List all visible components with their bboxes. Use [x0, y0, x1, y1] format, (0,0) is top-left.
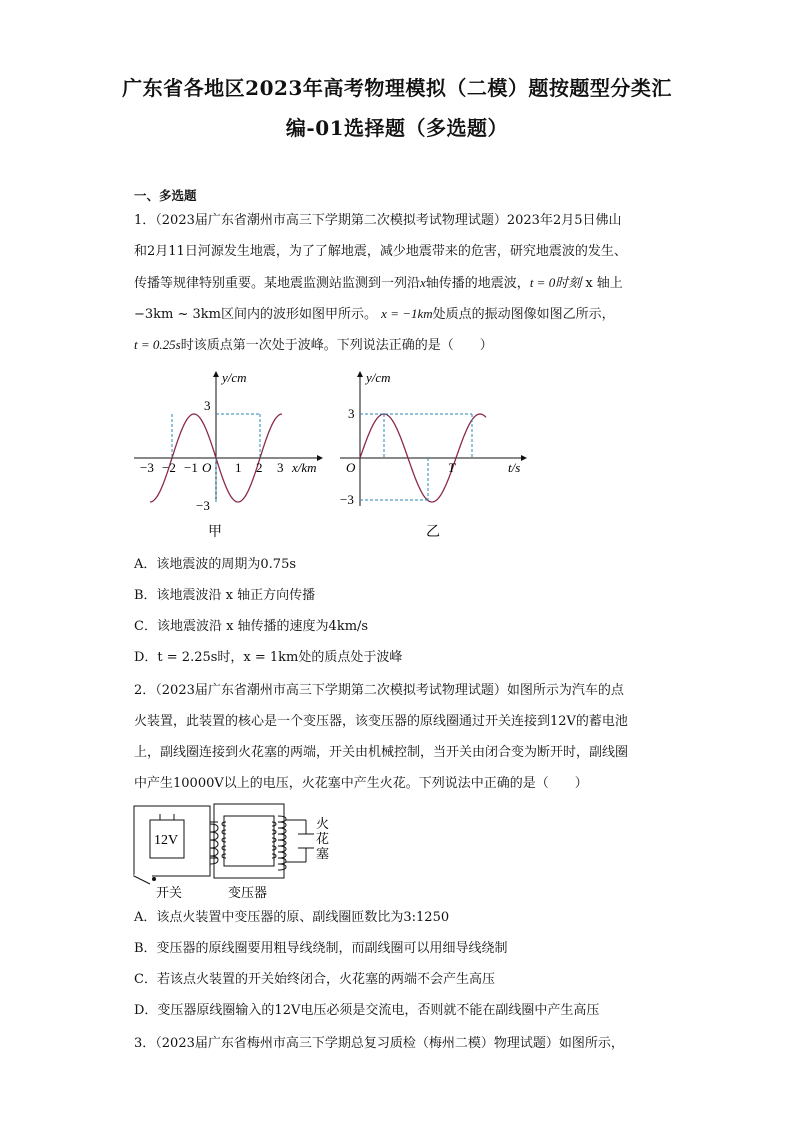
switch-label: 开关 [156, 885, 183, 900]
q2-line-1: 2．（2023届广东省潮州市高三下学期第二次模拟考试物理试题）如图所示为汽车的点 [134, 683, 624, 698]
origin-label: O [202, 460, 212, 475]
q1-l5b: 时该质点第一次处于波峰。下列说法正确的是（ ） [180, 338, 493, 353]
tick-neg2: −2 [162, 460, 176, 475]
switch-contact [153, 878, 156, 881]
y-axis-label: y/cm [366, 370, 391, 385]
q2-line-2: 火装置，此装置的核心是一个变压器，该变压器的原线圈通过开关连接到12V的蓄电池 [134, 714, 628, 729]
q2-line-4: 中产生10000V以上的电压，火花塞中产生火花。下列说法中正确的是（ ） [134, 776, 588, 791]
q3-line-1: 3．（2023届广东省梅州市高三下学期总复习质检（梅州二模）物理试题）如图所示， [134, 1036, 624, 1051]
q2-option-c[interactable]: C．若该点火装置的开关始终闭合，火花塞的两端不会产生高压 [134, 972, 495, 987]
q1-l3a: 传播等规律特别重要。某地震监测站监测到一列沿 [134, 276, 421, 291]
q1-l4a: −3km ~ 3km [134, 307, 222, 322]
y-neg-label: −3 [340, 492, 354, 507]
q1-l4c: x = −1km [381, 306, 433, 321]
spark-label-2: 花 [316, 831, 330, 846]
q1-line-3 [134, 274, 623, 293]
q2-option-a[interactable]: A．该点火装置中变压器的原、副线圈匝数比为3:1250 [134, 910, 450, 925]
page-title-line-2: 编-01选择题（多选题） [285, 116, 509, 140]
q1-l4b: 区间内的波形如图甲所示。 [221, 307, 378, 322]
q1-l4d: 处质点的振动图像如图乙所示， [432, 307, 615, 322]
q1-l5a: t = 0.25s [134, 337, 181, 352]
q1-option-a[interactable]: A．该地震波的周期为0.75s [134, 557, 297, 572]
q1-option-b[interactable]: B．该地震波沿 x 轴正方向传播 [134, 588, 316, 603]
q2-line-3: 上，副线圈连接到火花塞的两端，开关由机械控制，当开关由闭合变为断开时，副线圈 [134, 745, 629, 760]
q1-line-5 [134, 336, 493, 355]
q1-option-d[interactable]: D．t = 2.25s时，x = 1km处的质点处于波峰 [134, 650, 403, 665]
tick-2: 2 [256, 460, 263, 475]
guide-lines [360, 414, 472, 500]
y-neg-label: −3 [196, 498, 210, 513]
tick-1: 1 [235, 460, 242, 475]
origin-label: O [346, 460, 356, 475]
q1-l3c: 轴传播的地震波， [425, 276, 530, 291]
q2-option-d[interactable]: D．变压器原线圈输入的12V电压必须是交流电，否则就不能在副线圈中产生高压 [134, 1003, 600, 1018]
y-pos-label: 3 [348, 406, 355, 421]
x-axis-label: x/km [292, 460, 317, 475]
q1-line-2: 和2月11日河源发生地震，为了了解地震，减少地震带来的危害，研究地震波的发生、 [134, 244, 627, 259]
caption-jia: 甲 [208, 525, 222, 540]
q2-option-b[interactable]: B．变压器的原线圈要用粗导线绕制，而副线圈可以用细导线绕制 [134, 941, 508, 956]
battery-label: 12V [154, 833, 179, 848]
secondary-coil [278, 816, 286, 870]
wave-graph-jia [130, 366, 330, 546]
transformer-label: 变压器 [228, 885, 268, 900]
spark-label-1: 火 [316, 816, 330, 831]
page-title-line-1: 广东省各地区2023年高考物理模拟（二模）题按题型分类汇 [122, 76, 672, 100]
tick-neg1: −1 [184, 460, 198, 475]
tick-3: 3 [277, 460, 284, 475]
q1-l3e: x 轴上 [581, 276, 623, 291]
caption-yi: 乙 [426, 525, 440, 540]
q1-line-4 [134, 305, 615, 324]
q1-line-1: 1．（2023届广东省潮州市高三下学期第二次模拟考试物理试题）2023年2月5日佛山 [134, 213, 622, 228]
q1-l3b: x [420, 275, 426, 290]
section-heading: 一、多选题 [134, 188, 197, 203]
y-axis-label: y/cm [222, 370, 247, 385]
vibration-graph-yi [336, 366, 536, 546]
period-label: T [448, 460, 456, 475]
spark-label-3: 塞 [316, 846, 330, 861]
ignition-circuit-diagram [130, 800, 340, 904]
q1-l3d: t = 0时刻 [529, 275, 582, 290]
tick-neg3: −3 [140, 460, 154, 475]
t-axis-label: t/s [508, 460, 521, 475]
transformer-core-inner [224, 816, 274, 866]
y-pos-label: 3 [204, 398, 211, 413]
q1-option-c[interactable]: C．该地震波沿 x 轴传播的速度为4km/s [134, 619, 369, 634]
